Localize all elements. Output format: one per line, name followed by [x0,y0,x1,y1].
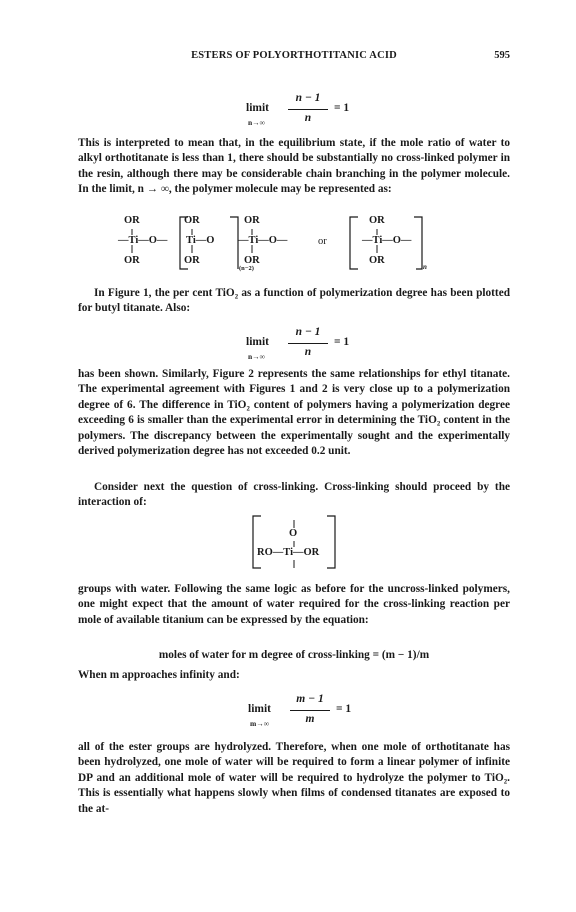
equals-one: = 1 [334,102,350,114]
polymer-structure [118,215,458,277]
fraction-denominator: n [304,346,312,358]
limit-label: limit [248,703,271,715]
limit-equation-2 [246,322,376,366]
fraction-numerator: n − 1 [295,326,321,338]
cross-link-structure [251,512,341,572]
structure-brackets [118,215,458,277]
fraction-bar [288,343,328,344]
or-bottom-alt: OR [369,255,385,266]
paragraph-4: Consider next the question of cross-linking. Cross-linking should proceed by the interaction of: [78,481,510,509]
chain-alt: —Ti—O— [362,235,412,246]
or-top-left: OR [124,215,140,226]
repeat-subscript: (n−2) [239,265,254,272]
fraction-numerator: n − 1 [295,92,321,104]
structure-brackets [251,512,341,572]
limit-subscript: m→∞ [250,719,270,728]
or-bottom-left: OR [124,255,140,266]
repeat-subscript-n: n [423,263,427,271]
or-bottom-middle: OR [184,255,200,266]
or-top-alt: OR [369,215,385,226]
limit-subscript: n→∞ [248,118,266,127]
chain-right: —Ti—O— [238,235,288,246]
limit-label: limit [246,336,269,348]
or-bottom-right: OR [244,255,260,266]
page-number: 595 [494,50,510,61]
or-top-middle: OR [184,215,200,226]
fraction-bar [288,109,328,110]
running-header [78,50,510,66]
equals-one: = 1 [334,336,350,348]
paragraph-2: In Figure 1, the per cent TiO₂ as a function of polymerization degree has been plotted for butyl titanate. Also: [78,287,510,315]
oxygen-atom: O [289,528,298,539]
paragraph-5: groups with water. Following the same logic as before for the uncross-linked polymers, one might expect that the amount of water required for the cross-linking reaction per mole of available titanium can be expressed by the equation: [78,583,510,626]
limit-equation-3 [248,689,378,733]
running-title: ESTERS OF POLYORTHOTITANIC ACID [191,50,397,61]
equation-moles-of-water: moles of water for m degree of cross-linking = (m − 1)/m [158,649,430,661]
limit-equation-1 [246,88,376,132]
fraction-denominator: m [305,713,315,725]
fraction-denominator: n [304,112,312,124]
or-top-right: OR [244,215,260,226]
chain-left: —Ti—O— [118,235,168,246]
or-conjunction: or [318,236,327,247]
fraction-bar [290,710,330,711]
cross-link-chain: RO—Ti—OR [257,547,320,558]
paragraph-1: This is interpreted to mean that, in the equilibrium state, if the mole ratio of water to alkyl orthotitanate is less than 1, there should be substantially no cross-linked polymer in the resin, although there may be considerable chain branching in the polymer molecule. In the limit, n → ∞, the polymer molecule may be represented as: [78,137,510,196]
equals-one: = 1 [336,703,352,715]
fraction-numerator: m − 1 [296,693,324,705]
limit-label: limit [246,102,269,114]
paragraph-3: has been shown. Similarly, Figure 2 represents the same relationships for ethyl titanate. The experimental agreement with Figures 1 and 2 is very close up to a polymerization degree of 6. The difference in TiO₂ content of polymers having a polymerization degree exceeding 6 is smaller than the experimental error in determining the TiO₂ content in the polymers. The discrepancy between the experimentally sought and the experimentally derived polymerization degree has not exceeded 0.2 unit. [78,368,510,458]
chain-middle: Ti—O [186,235,215,246]
paragraph-6: When m approaches infinity and: [78,669,240,681]
paragraph-7: all of the ester groups are hydrolyzed. Therefore, when one mole of orthotitanate has been hydrolyzed, one mole of water will be required to form a linear polymer of infinite DP and an additional mole of water will be required to hydrolyze the polymer to TiO₂. This is essentially what happens slowly when films of condensed titanates are exposed to the at- [78,741,510,815]
limit-subscript: n→∞ [248,352,266,361]
